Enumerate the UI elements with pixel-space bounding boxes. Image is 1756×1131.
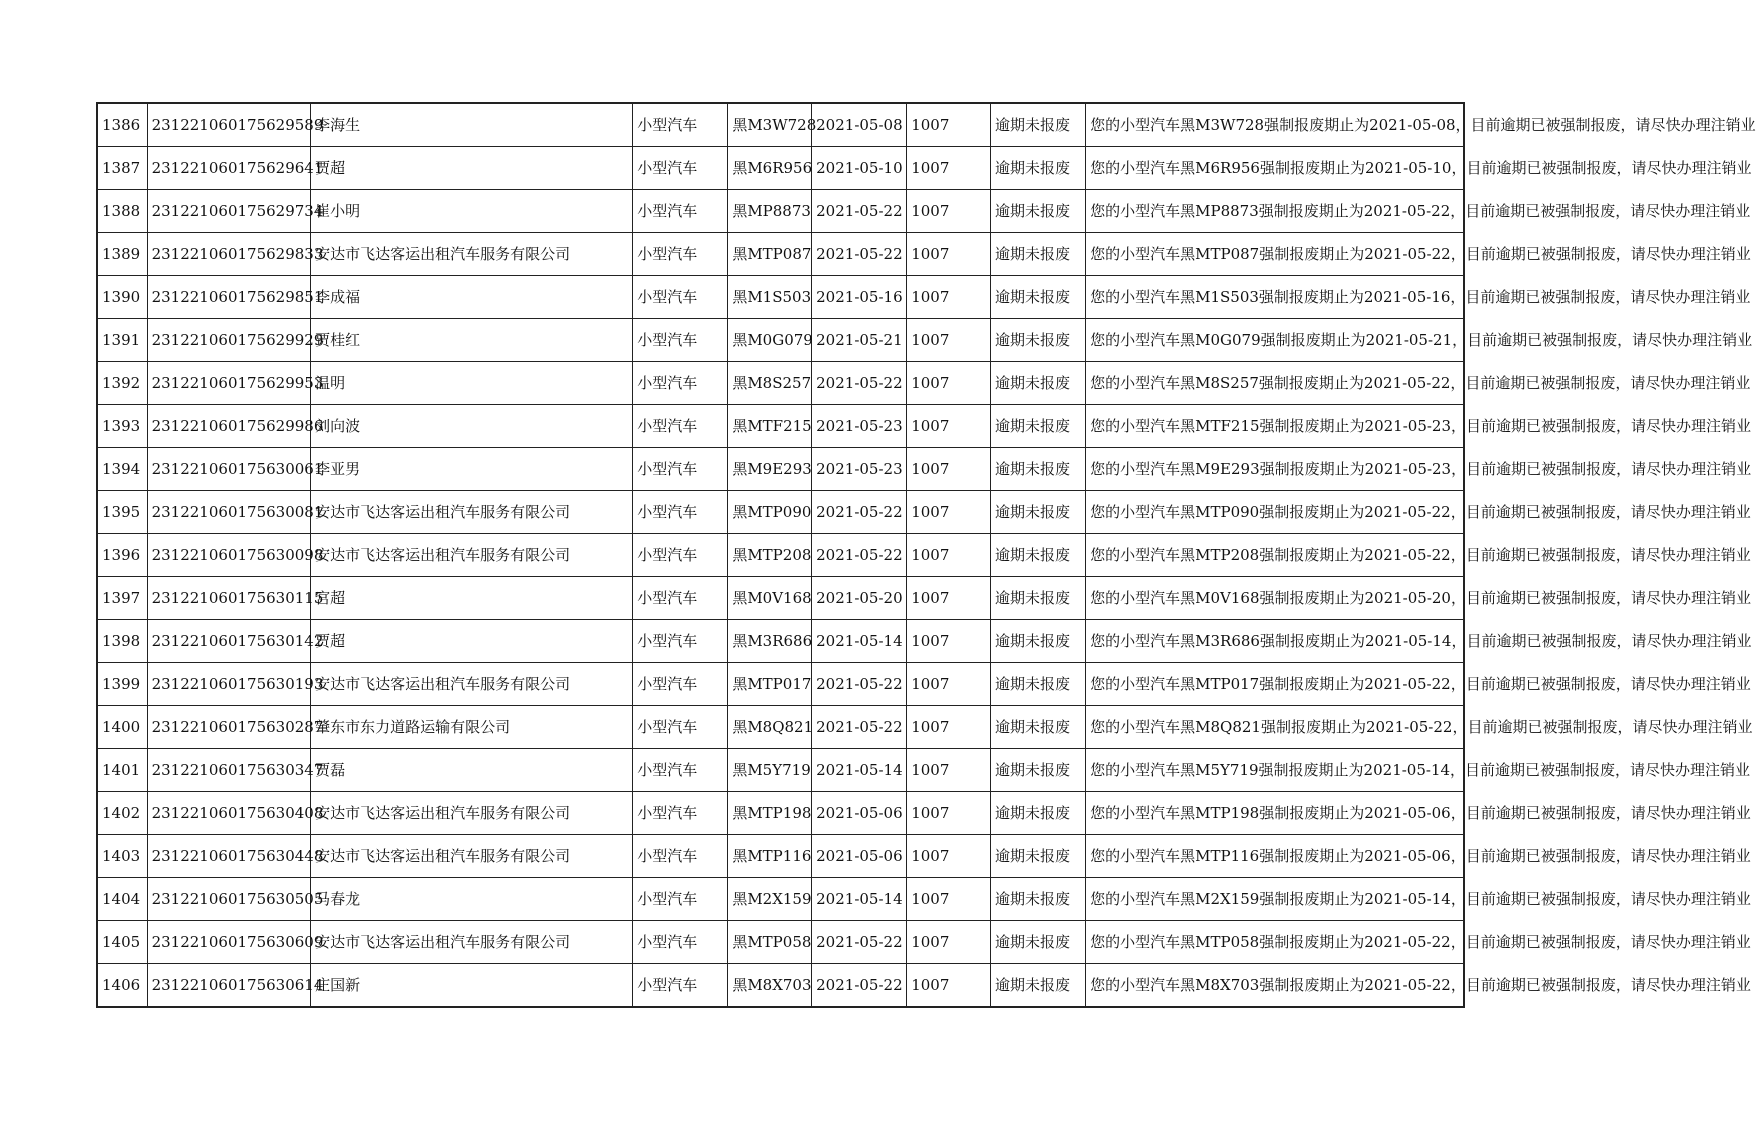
owner-cell: 安达市飞达客运出租汽车服务有限公司 xyxy=(311,835,633,878)
id-cell: 231221060175630287 xyxy=(147,706,311,749)
table-row xyxy=(97,921,1464,964)
owner-cell: 马春龙 xyxy=(311,878,633,921)
records-body xyxy=(97,103,1756,1007)
id-cell: 231221060175630061 xyxy=(147,448,311,491)
code-cell: 1007 xyxy=(907,405,991,448)
owner-cell: 李亚男 xyxy=(311,448,633,491)
date-cell: 2021-05-16 xyxy=(812,276,907,319)
plate-cell: 黑MP8873 xyxy=(728,190,812,233)
date-cell: 2021-05-22 xyxy=(812,491,907,534)
code-cell: 1007 xyxy=(907,233,991,276)
date-cell: 2021-05-22 xyxy=(812,964,907,1008)
plate-cell: 黑M5Y719 xyxy=(728,749,812,792)
date-cell: 2021-05-22 xyxy=(812,534,907,577)
seq-cell: 1399 xyxy=(97,663,147,706)
date-cell: 2021-05-22 xyxy=(812,921,907,964)
notice-cell: 您的小型汽车黑MTP116强制报废期止为2021-05-06，目前逾期已被强制报废，请尽快办理注销业 xyxy=(1086,835,1464,878)
vehicle-type-cell: 小型汽车 xyxy=(633,319,728,362)
plate-cell: 黑M3R686 xyxy=(728,620,812,663)
date-cell: 2021-05-06 xyxy=(812,792,907,835)
plate-cell: 黑MTF215 xyxy=(728,405,812,448)
code-cell: 1007 xyxy=(907,534,991,577)
date-cell: 2021-05-14 xyxy=(812,749,907,792)
date-cell: 2021-05-10 xyxy=(812,147,907,190)
status-cell: 逾期未报废 xyxy=(991,706,1086,749)
table-row xyxy=(97,964,1464,1008)
owner-cell: 安达市飞达客运出租汽车服务有限公司 xyxy=(311,491,633,534)
table-row xyxy=(97,706,1464,749)
plate-cell: 黑MTP017 xyxy=(728,663,812,706)
code-cell: 1007 xyxy=(907,491,991,534)
status-cell: 逾期未报废 xyxy=(991,663,1086,706)
owner-cell: 宫超 xyxy=(311,577,633,620)
id-cell: 231221060175630614 xyxy=(147,964,311,1008)
date-cell: 2021-05-22 xyxy=(812,663,907,706)
notice-cell: 您的小型汽车黑M8X703强制报废期止为2021-05-22，目前逾期已被强制报废，请尽快办理注销业 xyxy=(1086,964,1464,1008)
status-cell: 逾期未报废 xyxy=(991,534,1086,577)
id-cell: 231221060175630448 xyxy=(147,835,311,878)
notice-cell: 您的小型汽车黑M0G079强制报废期止为2021-05-21，目前逾期已被强制报废，请尽快办理注销业 xyxy=(1086,319,1464,362)
id-cell: 231221060175629986 xyxy=(147,405,311,448)
notice-cell: 您的小型汽车黑MP8873强制报废期止为2021-05-22，目前逾期已被强制报废，请尽快办理注销业 xyxy=(1086,190,1464,233)
notice-cell: 您的小型汽车黑M1S503强制报废期止为2021-05-16，目前逾期已被强制报废，请尽快办理注销业 xyxy=(1086,276,1464,319)
notice-cell: 您的小型汽车黑M9E293强制报废期止为2021-05-23，目前逾期已被强制报废，请尽快办理注销业 xyxy=(1086,448,1464,491)
notice-cell: 您的小型汽车黑M0V168强制报废期止为2021-05-20，目前逾期已被强制报废，请尽快办理注销业 xyxy=(1086,577,1464,620)
table-row xyxy=(97,663,1464,706)
date-cell: 2021-05-20 xyxy=(812,577,907,620)
status-cell: 逾期未报废 xyxy=(991,103,1086,147)
seq-cell: 1396 xyxy=(97,534,147,577)
status-cell: 逾期未报废 xyxy=(991,878,1086,921)
vehicle-type-cell: 小型汽车 xyxy=(633,147,728,190)
plate-cell: 黑M3W728 xyxy=(728,103,812,147)
table-row xyxy=(97,103,1464,147)
notice-cell: 您的小型汽车黑MTP198强制报废期止为2021-05-06，目前逾期已被强制报废，请尽快办理注销业 xyxy=(1086,792,1464,835)
code-cell: 1007 xyxy=(907,878,991,921)
table-row xyxy=(97,319,1464,362)
plate-cell: 黑M1S503 xyxy=(728,276,812,319)
status-cell: 逾期未报废 xyxy=(991,620,1086,663)
vehicle-type-cell: 小型汽车 xyxy=(633,663,728,706)
date-cell: 2021-05-22 xyxy=(812,233,907,276)
code-cell: 1007 xyxy=(907,319,991,362)
status-cell: 逾期未报废 xyxy=(991,835,1086,878)
owner-cell: 贾超 xyxy=(311,620,633,663)
seq-cell: 1389 xyxy=(97,233,147,276)
owner-cell: 安达市飞达客运出租汽车服务有限公司 xyxy=(311,534,633,577)
id-cell: 231221060175630408 xyxy=(147,792,311,835)
status-cell: 逾期未报废 xyxy=(991,749,1086,792)
status-cell: 逾期未报废 xyxy=(991,792,1086,835)
table-row xyxy=(97,835,1464,878)
table-row xyxy=(97,147,1464,190)
code-cell: 1007 xyxy=(907,147,991,190)
status-cell: 逾期未报废 xyxy=(991,964,1086,1008)
table-row xyxy=(97,878,1464,921)
notice-cell: 您的小型汽车黑MTP090强制报废期止为2021-05-22，目前逾期已被强制报废，请尽快办理注销业 xyxy=(1086,491,1464,534)
date-cell: 2021-05-22 xyxy=(812,706,907,749)
table-row xyxy=(97,448,1464,491)
code-cell: 1007 xyxy=(907,577,991,620)
vehicle-type-cell: 小型汽车 xyxy=(633,964,728,1008)
plate-cell: 黑MTP058 xyxy=(728,921,812,964)
code-cell: 1007 xyxy=(907,448,991,491)
notice-cell: 您的小型汽车黑M3W728强制报废期止为2021-05-08，目前逾期已被强制报废，请尽快办理注销业 xyxy=(1086,103,1464,147)
seq-cell: 1390 xyxy=(97,276,147,319)
owner-cell: 安达市飞达客运出租汽车服务有限公司 xyxy=(311,792,633,835)
vehicle-type-cell: 小型汽车 xyxy=(633,921,728,964)
notice-cell: 您的小型汽车黑MTP058强制报废期止为2021-05-22，目前逾期已被强制报废，请尽快办理注销业 xyxy=(1086,921,1464,964)
status-cell: 逾期未报废 xyxy=(991,319,1086,362)
id-cell: 231221060175630193 xyxy=(147,663,311,706)
status-cell: 逾期未报废 xyxy=(991,362,1086,405)
owner-cell: 贾磊 xyxy=(311,749,633,792)
id-cell: 231221060175629929 xyxy=(147,319,311,362)
code-cell: 1007 xyxy=(907,362,991,405)
id-cell: 231221060175629589 xyxy=(147,103,311,147)
date-cell: 2021-05-14 xyxy=(812,620,907,663)
seq-cell: 1391 xyxy=(97,319,147,362)
owner-cell: 安达市飞达客运出租汽车服务有限公司 xyxy=(311,663,633,706)
vehicle-type-cell: 小型汽车 xyxy=(633,405,728,448)
seq-cell: 1404 xyxy=(97,878,147,921)
vehicle-type-cell: 小型汽车 xyxy=(633,190,728,233)
table-row xyxy=(97,405,1464,448)
plate-cell: 黑MTP198 xyxy=(728,792,812,835)
vehicle-type-cell: 小型汽车 xyxy=(633,276,728,319)
id-cell: 231221060175630347 xyxy=(147,749,311,792)
seq-cell: 1397 xyxy=(97,577,147,620)
id-cell: 231221060175630609 xyxy=(147,921,311,964)
owner-cell: 庄国新 xyxy=(311,964,633,1008)
date-cell: 2021-05-22 xyxy=(812,362,907,405)
seq-cell: 1388 xyxy=(97,190,147,233)
notice-cell: 您的小型汽车黑M5Y719强制报废期止为2021-05-14，目前逾期已被强制报废，请尽快办理注销业 xyxy=(1086,749,1464,792)
id-cell: 231221060175629734 xyxy=(147,190,311,233)
plate-cell: 黑M2X159 xyxy=(728,878,812,921)
notice-cell: 您的小型汽车黑M3R686强制报废期止为2021-05-14，目前逾期已被强制报废，请尽快办理注销业 xyxy=(1086,620,1464,663)
plate-cell: 黑M8S257 xyxy=(728,362,812,405)
plate-cell: 黑MTP090 xyxy=(728,491,812,534)
vehicle-type-cell: 小型汽车 xyxy=(633,620,728,663)
status-cell: 逾期未报废 xyxy=(991,147,1086,190)
seq-cell: 1406 xyxy=(97,964,147,1008)
code-cell: 1007 xyxy=(907,103,991,147)
date-cell: 2021-05-23 xyxy=(812,448,907,491)
owner-cell: 崔小明 xyxy=(311,190,633,233)
vehicle-type-cell: 小型汽车 xyxy=(633,792,728,835)
seq-cell: 1400 xyxy=(97,706,147,749)
vehicle-type-cell: 小型汽车 xyxy=(633,878,728,921)
date-cell: 2021-05-14 xyxy=(812,878,907,921)
plate-cell: 黑MTP087 xyxy=(728,233,812,276)
status-cell: 逾期未报废 xyxy=(991,448,1086,491)
code-cell: 1007 xyxy=(907,749,991,792)
id-cell: 231221060175630115 xyxy=(147,577,311,620)
vehicle-type-cell: 小型汽车 xyxy=(633,448,728,491)
date-cell: 2021-05-22 xyxy=(812,190,907,233)
plate-cell: 黑M0G079 xyxy=(728,319,812,362)
notice-cell: 您的小型汽车黑MTF215强制报废期止为2021-05-23，目前逾期已被强制报废，请尽快办理注销业 xyxy=(1086,405,1464,448)
table-row xyxy=(97,362,1464,405)
seq-cell: 1405 xyxy=(97,921,147,964)
notice-cell: 您的小型汽车黑M8S257强制报废期止为2021-05-22，目前逾期已被强制报废，请尽快办理注销业 xyxy=(1086,362,1464,405)
notice-cell: 您的小型汽车黑M8Q821强制报废期止为2021-05-22，目前逾期已被强制报废，请尽快办理注销业 xyxy=(1086,706,1464,749)
id-cell: 231221060175630098 xyxy=(147,534,311,577)
owner-cell: 李成福 xyxy=(311,276,633,319)
id-cell: 231221060175629953 xyxy=(147,362,311,405)
table-row xyxy=(97,577,1464,620)
seq-cell: 1394 xyxy=(97,448,147,491)
id-cell: 231221060175630081 xyxy=(147,491,311,534)
vehicle-type-cell: 小型汽车 xyxy=(633,233,728,276)
seq-cell: 1386 xyxy=(97,103,147,147)
vehicle-type-cell: 小型汽车 xyxy=(633,491,728,534)
table-row xyxy=(97,534,1464,577)
owner-cell: 李海生 xyxy=(311,103,633,147)
plate-cell: 黑M8X703 xyxy=(728,964,812,1008)
notice-cell: 您的小型汽车黑MTP017强制报废期止为2021-05-22，目前逾期已被强制报废，请尽快办理注销业 xyxy=(1086,663,1464,706)
table-row xyxy=(97,491,1464,534)
table-row xyxy=(97,792,1464,835)
plate-cell: 黑M6R956 xyxy=(728,147,812,190)
plate-cell: 黑M9E293 xyxy=(728,448,812,491)
status-cell: 逾期未报废 xyxy=(991,577,1086,620)
owner-cell: 肇东市东力道路运输有限公司 xyxy=(311,706,633,749)
vehicle-type-cell: 小型汽车 xyxy=(633,749,728,792)
seq-cell: 1402 xyxy=(97,792,147,835)
records-table xyxy=(96,102,1756,1008)
table-row xyxy=(97,276,1464,319)
date-cell: 2021-05-08 xyxy=(812,103,907,147)
status-cell: 逾期未报废 xyxy=(991,276,1086,319)
id-cell: 231221060175630142 xyxy=(147,620,311,663)
status-cell: 逾期未报废 xyxy=(991,190,1086,233)
vehicle-type-cell: 小型汽车 xyxy=(633,706,728,749)
plate-cell: 黑MTP208 xyxy=(728,534,812,577)
table-row xyxy=(97,620,1464,663)
owner-cell: 安达市飞达客运出租汽车服务有限公司 xyxy=(311,233,633,276)
id-cell: 231221060175630505 xyxy=(147,878,311,921)
date-cell: 2021-05-21 xyxy=(812,319,907,362)
status-cell: 逾期未报废 xyxy=(991,405,1086,448)
vehicle-type-cell: 小型汽车 xyxy=(633,534,728,577)
table-row xyxy=(97,233,1464,276)
plate-cell: 黑MTP116 xyxy=(728,835,812,878)
owner-cell: 贾超 xyxy=(311,147,633,190)
code-cell: 1007 xyxy=(907,706,991,749)
id-cell: 231221060175629833 xyxy=(147,233,311,276)
code-cell: 1007 xyxy=(907,792,991,835)
seq-cell: 1398 xyxy=(97,620,147,663)
notice-cell: 您的小型汽车黑M6R956强制报废期止为2021-05-10，目前逾期已被强制报废，请尽快办理注销业 xyxy=(1086,147,1464,190)
notice-cell: 您的小型汽车黑M2X159强制报废期止为2021-05-14，目前逾期已被强制报废，请尽快办理注销业 xyxy=(1086,878,1464,921)
table-row xyxy=(97,749,1464,792)
code-cell: 1007 xyxy=(907,276,991,319)
notice-cell: 您的小型汽车黑MTP208强制报废期止为2021-05-22，目前逾期已被强制报废，请尽快办理注销业 xyxy=(1086,534,1464,577)
date-cell: 2021-05-23 xyxy=(812,405,907,448)
status-cell: 逾期未报废 xyxy=(991,921,1086,964)
code-cell: 1007 xyxy=(907,190,991,233)
owner-cell: 安达市飞达客运出租汽车服务有限公司 xyxy=(311,921,633,964)
vehicle-type-cell: 小型汽车 xyxy=(633,103,728,147)
notice-cell: 您的小型汽车黑MTP087强制报废期止为2021-05-22，目前逾期已被强制报废，请尽快办理注销业 xyxy=(1086,233,1464,276)
table-row xyxy=(97,190,1464,233)
status-cell: 逾期未报废 xyxy=(991,233,1086,276)
plate-cell: 黑M0V168 xyxy=(728,577,812,620)
owner-cell: 温明 xyxy=(311,362,633,405)
owner-cell: 刘向波 xyxy=(311,405,633,448)
status-cell: 逾期未报废 xyxy=(991,491,1086,534)
code-cell: 1007 xyxy=(907,620,991,663)
vehicle-type-cell: 小型汽车 xyxy=(633,835,728,878)
date-cell: 2021-05-06 xyxy=(812,835,907,878)
vehicle-type-cell: 小型汽车 xyxy=(633,577,728,620)
id-cell: 231221060175629641 xyxy=(147,147,311,190)
code-cell: 1007 xyxy=(907,964,991,1008)
seq-cell: 1395 xyxy=(97,491,147,534)
code-cell: 1007 xyxy=(907,663,991,706)
owner-cell: 贾桂红 xyxy=(311,319,633,362)
id-cell: 231221060175629851 xyxy=(147,276,311,319)
seq-cell: 1393 xyxy=(97,405,147,448)
seq-cell: 1392 xyxy=(97,362,147,405)
seq-cell: 1401 xyxy=(97,749,147,792)
plate-cell: 黑M8Q821 xyxy=(728,706,812,749)
seq-cell: 1387 xyxy=(97,147,147,190)
vehicle-type-cell: 小型汽车 xyxy=(633,362,728,405)
code-cell: 1007 xyxy=(907,921,991,964)
seq-cell: 1403 xyxy=(97,835,147,878)
code-cell: 1007 xyxy=(907,835,991,878)
